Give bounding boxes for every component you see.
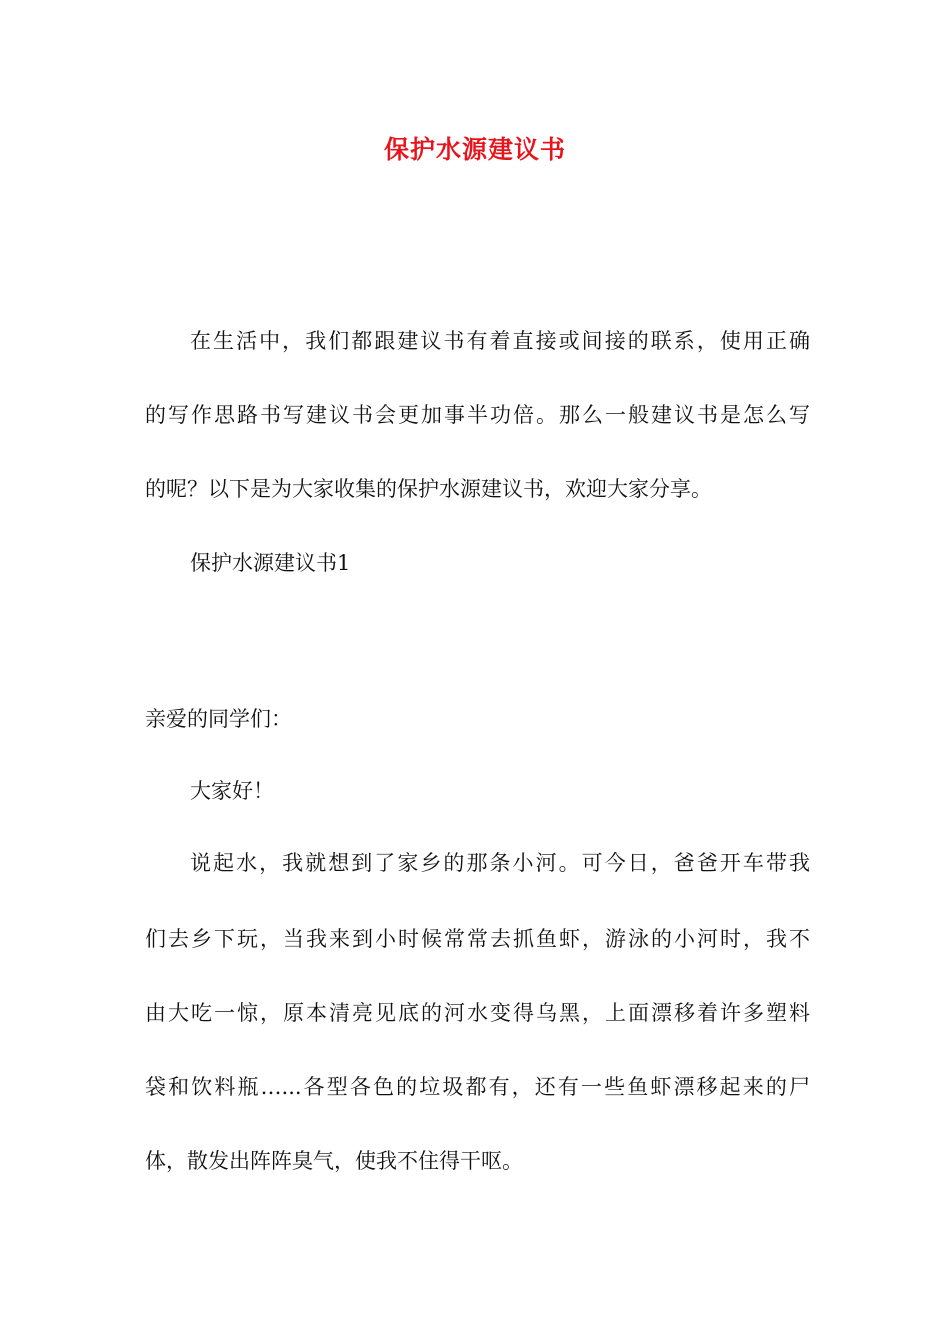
document-title: 保护水源建议书 (383, 135, 566, 164)
paragraph-line: 由大吃一惊，原本清亮见底的河水变得乌黑，上面漂移着许多塑料 (145, 1001, 810, 1025)
paragraph-line: 的呢？以下是为大家收集的保护水源建议书，欢迎大家分享。 (145, 477, 712, 501)
salutation: 亲爱的同学们： (145, 707, 292, 731)
section-heading: 保护水源建议书1 (190, 551, 351, 575)
paragraph-line: 体，散发出阵阵臭气，使我不住得干呕。 (145, 1149, 523, 1173)
paragraph-line: 袋和饮料瓶…...各型各色的垃圾都有，还有一些鱼虾漂移起来的尸 (145, 1075, 810, 1099)
paragraph-line: 们去乡下玩，当我来到小时候常常去抓鱼虾，游泳的小河时，我不 (145, 927, 810, 951)
paragraph-line: 的写作思路书写建议书会更加事半功倍。那么一般建议书是怎么写 (145, 403, 810, 427)
paragraph-line: 说起水，我就想到了家乡的那条小河。可今日，爸爸开车带我 (190, 851, 810, 875)
paragraph-line: 在生活中，我们都跟建议书有着直接或间接的联系，使用正确 (190, 329, 810, 353)
greeting: 大家好！ (190, 779, 274, 803)
